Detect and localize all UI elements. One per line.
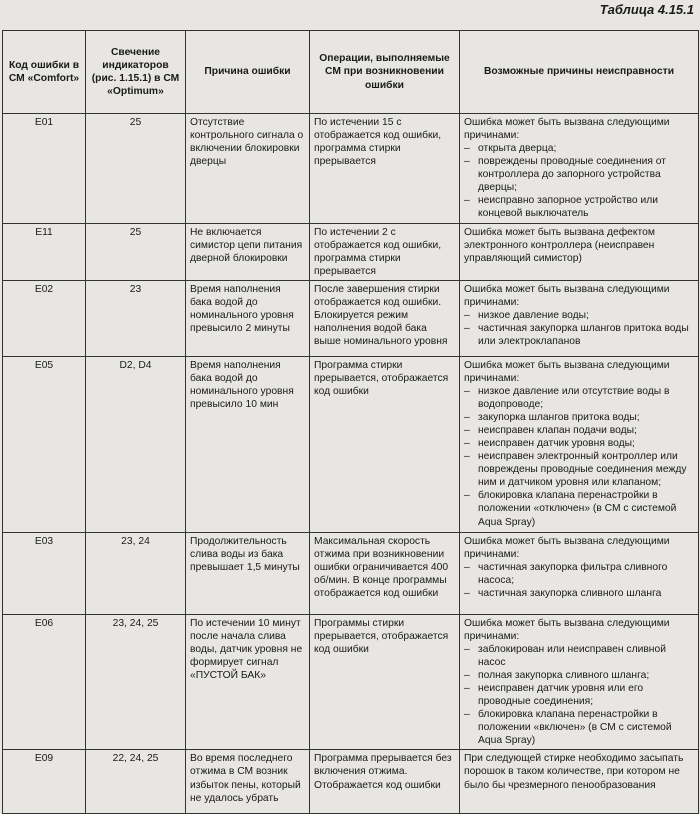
machine-operations: Максимальная скорость отжима при возникновении ошибки ограничивается 400 об/мин. В конце программы отображается код ошибки bbox=[310, 532, 460, 614]
reason-item: – открыта дверца; bbox=[464, 142, 694, 155]
indicator-codes: 22, 24, 25 bbox=[86, 750, 186, 814]
error-cause: Продолжительность слива воды из бака превышает 1,5 минуты bbox=[186, 532, 310, 614]
reason-item: – частичная закупорка шлангов притока воды или электроклапанов bbox=[464, 322, 694, 348]
possible-reasons bbox=[460, 114, 699, 224]
reason-item: – блокировка клапана перенастройки в положении «отключен» (в СМ с системой Aqua Spray) bbox=[464, 489, 694, 528]
reasons-intro: Ошибка может быть вызвана следующими причинами: bbox=[464, 283, 670, 308]
indicator-codes: 23 bbox=[86, 280, 186, 356]
table-row bbox=[3, 280, 699, 356]
error-code: E09 bbox=[3, 750, 86, 814]
machine-operations: Программы стирки прерывается, отображается код ошибки bbox=[310, 614, 460, 750]
indicator-codes: 23, 24 bbox=[86, 532, 186, 614]
error-cause: Время наполнения бака водой до номинального уровня превысило 10 мин bbox=[186, 356, 310, 532]
possible-reasons bbox=[460, 223, 699, 280]
reason-item: – закупорка шлангов притока воды; bbox=[464, 411, 694, 424]
machine-operations: После завершения стирки отображается код ошибки. Блокируется режим наполнения водой бака выше номинального уровня bbox=[310, 280, 460, 356]
reasons-intro: Ошибка может быть вызвана следующими причинами: bbox=[464, 359, 670, 384]
table-row bbox=[3, 614, 699, 750]
error-code: E03 bbox=[3, 532, 86, 614]
reason-item: – заблокирован или неисправен сливной насос bbox=[464, 643, 694, 669]
error-code: E06 bbox=[3, 614, 86, 750]
table-title: Таблица 4.15.1 bbox=[599, 2, 694, 17]
error-cause: Время наполнения бака водой до номинального уровня превысило 2 минуты bbox=[186, 280, 310, 356]
reason-item: – неисправен датчик уровня или его проводные соединения; bbox=[464, 682, 694, 708]
error-cause: Отсутствие контрольного сигнала о включении блокировки дверцы bbox=[186, 114, 310, 224]
table-row bbox=[3, 532, 699, 614]
error-cause: Во время последнего отжима в СМ возник избыток пены, который не удалось убрать bbox=[186, 750, 310, 814]
error-code: E11 bbox=[3, 223, 86, 280]
reason-item: – низкое давление или отсутствие воды в водопроводе; bbox=[464, 385, 694, 411]
reason-item: – низкое давление воды; bbox=[464, 309, 694, 322]
possible-reasons bbox=[460, 750, 699, 814]
reasons-intro: Ошибка может быть вызвана следующими причинами: bbox=[464, 117, 670, 142]
error-code: E05 bbox=[3, 356, 86, 532]
possible-reasons bbox=[460, 280, 699, 356]
table-row bbox=[3, 356, 699, 532]
header-operations: Операции, выполняемые СМ при возникновении ошибки bbox=[310, 31, 460, 114]
table-header-row bbox=[3, 31, 699, 114]
machine-operations: Программа стирки прерывается, отображается код ошибки bbox=[310, 356, 460, 532]
indicator-codes: D2, D4 bbox=[86, 356, 186, 532]
reasons-intro: При следующей стирке необходимо засыпать порошок в таком количестве, при котором не было бы чрезмерного пенообразования bbox=[464, 753, 684, 791]
reason-item: – повреждены проводные соединения от контроллера до запорного устройства дверцы; bbox=[464, 155, 694, 194]
error-cause: Не включается симистор цепи питания дверной блокировки bbox=[186, 223, 310, 280]
reasons-intro: Ошибка может быть вызвана следующими причинами: bbox=[464, 535, 670, 560]
possible-reasons bbox=[460, 532, 699, 614]
table-row bbox=[3, 750, 699, 814]
reason-item: – неисправно запорное устройство или концевой выключатель bbox=[464, 194, 694, 220]
indicator-codes: 23, 24, 25 bbox=[86, 614, 186, 750]
possible-reasons bbox=[460, 614, 699, 750]
machine-operations: По истечении 15 с отображается код ошибки, программа стирки прерывается bbox=[310, 114, 460, 224]
reason-item: – блокировка клапана перенастройки в положении «включен» (в СМ с системой Aqua Spray) bbox=[464, 708, 694, 747]
indicator-codes: 25 bbox=[86, 114, 186, 224]
error-codes-table bbox=[2, 30, 699, 814]
header-possible-reasons: Возможные причины неисправности bbox=[460, 31, 699, 114]
reasons-intro: Ошибка может быть вызвана следующими причинами: bbox=[464, 617, 670, 642]
reasons-intro: Ошибка может быть вызвана дефектом электронного контроллера (неисправен управляющий симистор) bbox=[464, 226, 655, 264]
reason-item: – неисправен электронный контроллер или повреждены проводные соединения между ним и датчиком уровня или клапаном; bbox=[464, 450, 694, 489]
table-row bbox=[3, 114, 699, 224]
header-indicators: Свечение индикаторов (рис. 1.15.1) в СМ «Optimum» bbox=[86, 31, 186, 114]
reason-item: – частичная закупорка фильтра сливного насоса; bbox=[464, 561, 694, 587]
error-code: E02 bbox=[3, 280, 86, 356]
indicator-codes: 25 bbox=[86, 223, 186, 280]
reason-item: – неисправен клапан подачи воды; bbox=[464, 424, 694, 437]
header-cause: Причина ошибки bbox=[186, 31, 310, 114]
possible-reasons bbox=[460, 356, 699, 532]
reason-item: – неисправен датчик уровня воды; bbox=[464, 437, 694, 450]
machine-operations: По истечении 2 с отображается код ошибки, программа стирки прерывается bbox=[310, 223, 460, 280]
machine-operations: Программа прерывается без включения отжима. Отображается код ошибки bbox=[310, 750, 460, 814]
reason-item: – частичная закупорка сливного шланга bbox=[464, 587, 694, 600]
error-cause: По истечении 10 минут после начала слива воды, датчик уровня не формирует сигнал «ПУСТОЙ БАК» bbox=[186, 614, 310, 750]
error-code: E01 bbox=[3, 114, 86, 224]
reason-item: – полная закупорка сливного шланга; bbox=[464, 669, 694, 682]
header-error-code: Код ошибки в СМ «Comfort» bbox=[3, 31, 86, 114]
table-row bbox=[3, 223, 699, 280]
